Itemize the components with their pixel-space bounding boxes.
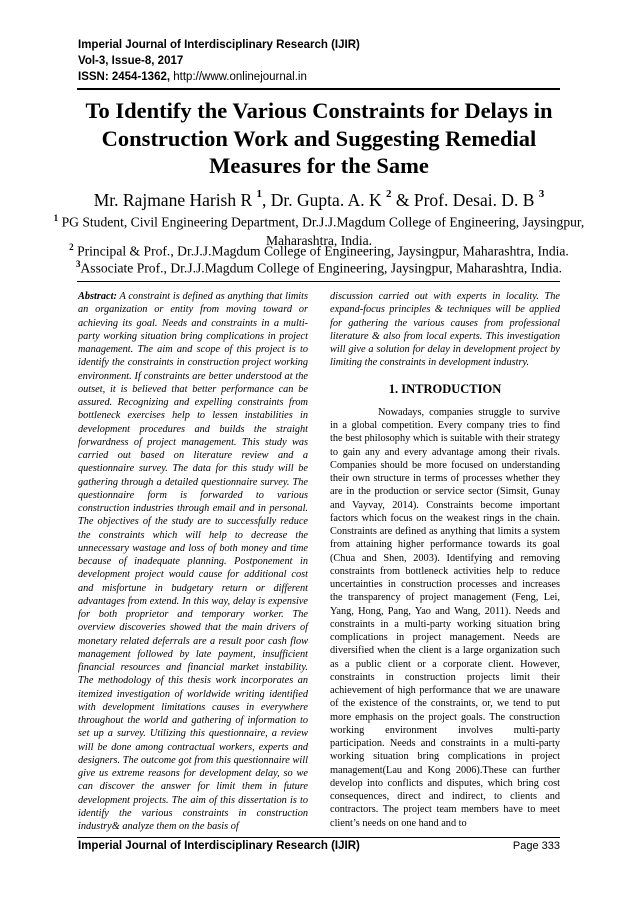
author-2: , Dr. Gupta. A. K (262, 189, 386, 210)
volume-issue: Vol-3, Issue-8, 2017 (78, 55, 184, 67)
affiliation-3-text: Associate Prof., Dr.J.J.Magdum College of Engineering, Jaysingpur, Maharashtra, India. (80, 260, 563, 276)
affiliation-2-text: Principal & Prof., Dr.J.J.Magdum College of Engineering, Jaysingpur, Maharashtra, India. (73, 243, 569, 259)
footer-rule (77, 837, 560, 838)
issn-line (78, 69, 360, 85)
introduction-heading: 1. INTRODUCTION (388, 381, 502, 396)
abstract-label: Abstract: (78, 291, 117, 302)
affiliation-3-sup: 3 (75, 259, 81, 269)
affiliation-3 (40, 255, 598, 278)
header-rule (77, 88, 560, 90)
author-3-sup: 3 (538, 188, 545, 200)
issn-label: ISSN: 2454-1362, (78, 71, 171, 83)
paper-title: To Identify the Various Constraints for Delays in Construction Work and Suggesting Remedial Measures for the Same (85, 98, 553, 178)
author-3: & Prof. Desai. D. B (391, 189, 539, 210)
affiliation-1-sup: 1 (53, 213, 59, 223)
affiliation-1-text: PG Student, Civil Engineering Department, Dr.J.J.Magdum College of Engineering, Jaysingpur, Maharashtra, India. (58, 214, 585, 248)
author-line (40, 185, 598, 211)
left-column (78, 290, 308, 833)
abstract-continuation: discussion carried out with experts in locality. The expand-focus principles & techniques will be applied for gathering the various causes from professional literature & also from local experts. This investigation will give a solution for delay in development project by limiting the constraints in development industry. (330, 291, 560, 369)
page-number: Page 333 (512, 840, 560, 852)
right-column (330, 290, 560, 830)
affiliation-2-sup: 2 (69, 242, 74, 252)
journal-url: http://www.onlinejournal.in (170, 71, 307, 83)
introduction-text: Nowadays, companies struggle to survive in a global competition. Every company tries to find the best philosophy which is suitable with their strategy to gain any and every advantage among their rivals. Companies should be more focused on understanding their own structure in terms of processes whether they are in the production or service sector (Simsit, Gunay and Vayvay, 2014). Constraints become important factors which focus on the weakest rings in the chain. Constraints are defined as anything that limits a system from attaining higher performance towards its goal (Chua and Shen, 2003). Identifying and removing constraints from bottleneck activities help to reduce uncertainties in construction processes and increases the transparency of project management (Feng, Lei, Yang, Hong, Pang, Yao and Wang, 2011). Needs and constraints in a multi-party working situation bring complications in project management. Needs are diversified when the client is a large organization such as a public client or a corporate client. However, constraints in construction projects limit their achievement of high performance that we are unaware of the existence of the constraints, or, we tend to put more emphasis on the project goals. The construction working environment involves multi-party participation. Needs and constraints in a multi-party working situation bring complications in project management(Lau and Kong 2006).These can further develop into conflicts and disputes, which bring cost consequences, direct and indirect, to clients and contractors. The project team members have to meet client’s needs on one hand and to (330, 406, 560, 829)
body-rule (77, 281, 560, 282)
footer-journal: Imperial Journal of Interdisciplinary Research (IJIR) (78, 840, 360, 852)
author-2-sup: 2 (386, 188, 392, 200)
abstract-text: A constraint is defined as anything that limits an organization or entity from moving toward or achieving its goal. Needs and constraints in a multi-party working situation bring complications in project management. The aim and scope of this project is to identify the constraints in construction project working environment. If constraints are better understood at the outset, it is believed that better performance can be assured. Recognizing and expelling constraints from bottleneck exercises help to lessen instabilities in development procedures and builds the straight forwardness of project management. This study was carried out based on literature review and a questionnaire survey. The data for this study will be gathering through a detailed questionnaire survey. The questionnaire form is forwarded to various construction industries through email and in personal. The objectives of the study are to successfully reduce the constraints which will help to decrease the unnecessary wastage and loss of both money and time because of inadequate planning. Postponement in development project would cause for additional cost and misfortune in budgetary return or different advantages from extend. In this way, delay is expensive for both proprietor and temporary worker. The overview discoveries showed that the main drivers of monetary related deferrals are a result poor cash flow management followed by late payment, insufficient financial resources and financial market instability. The methodology of this thesis work incorporates an itemized investigation of worldwide writing identified with development limitations causes in everywhere throughout the world and gathering of information to set up a survey. Utilizing this questionnaire, a review will be done among contractual workers, experts and designers. The outcome got from this questionnaire will give us extreme reasons for development delay, so we can discover the answer for limit them in future development projects. The aim of this dissertation is to identify the various constraints in construction industry& analyze them on the basis of (78, 291, 308, 832)
journal-header (78, 37, 360, 85)
author-1: Mr. Rajmane Harish R (93, 189, 257, 210)
journal-name: Imperial Journal of Interdisciplinary Research (IJIR) (78, 39, 360, 51)
author-1-sup: 1 (256, 188, 263, 200)
